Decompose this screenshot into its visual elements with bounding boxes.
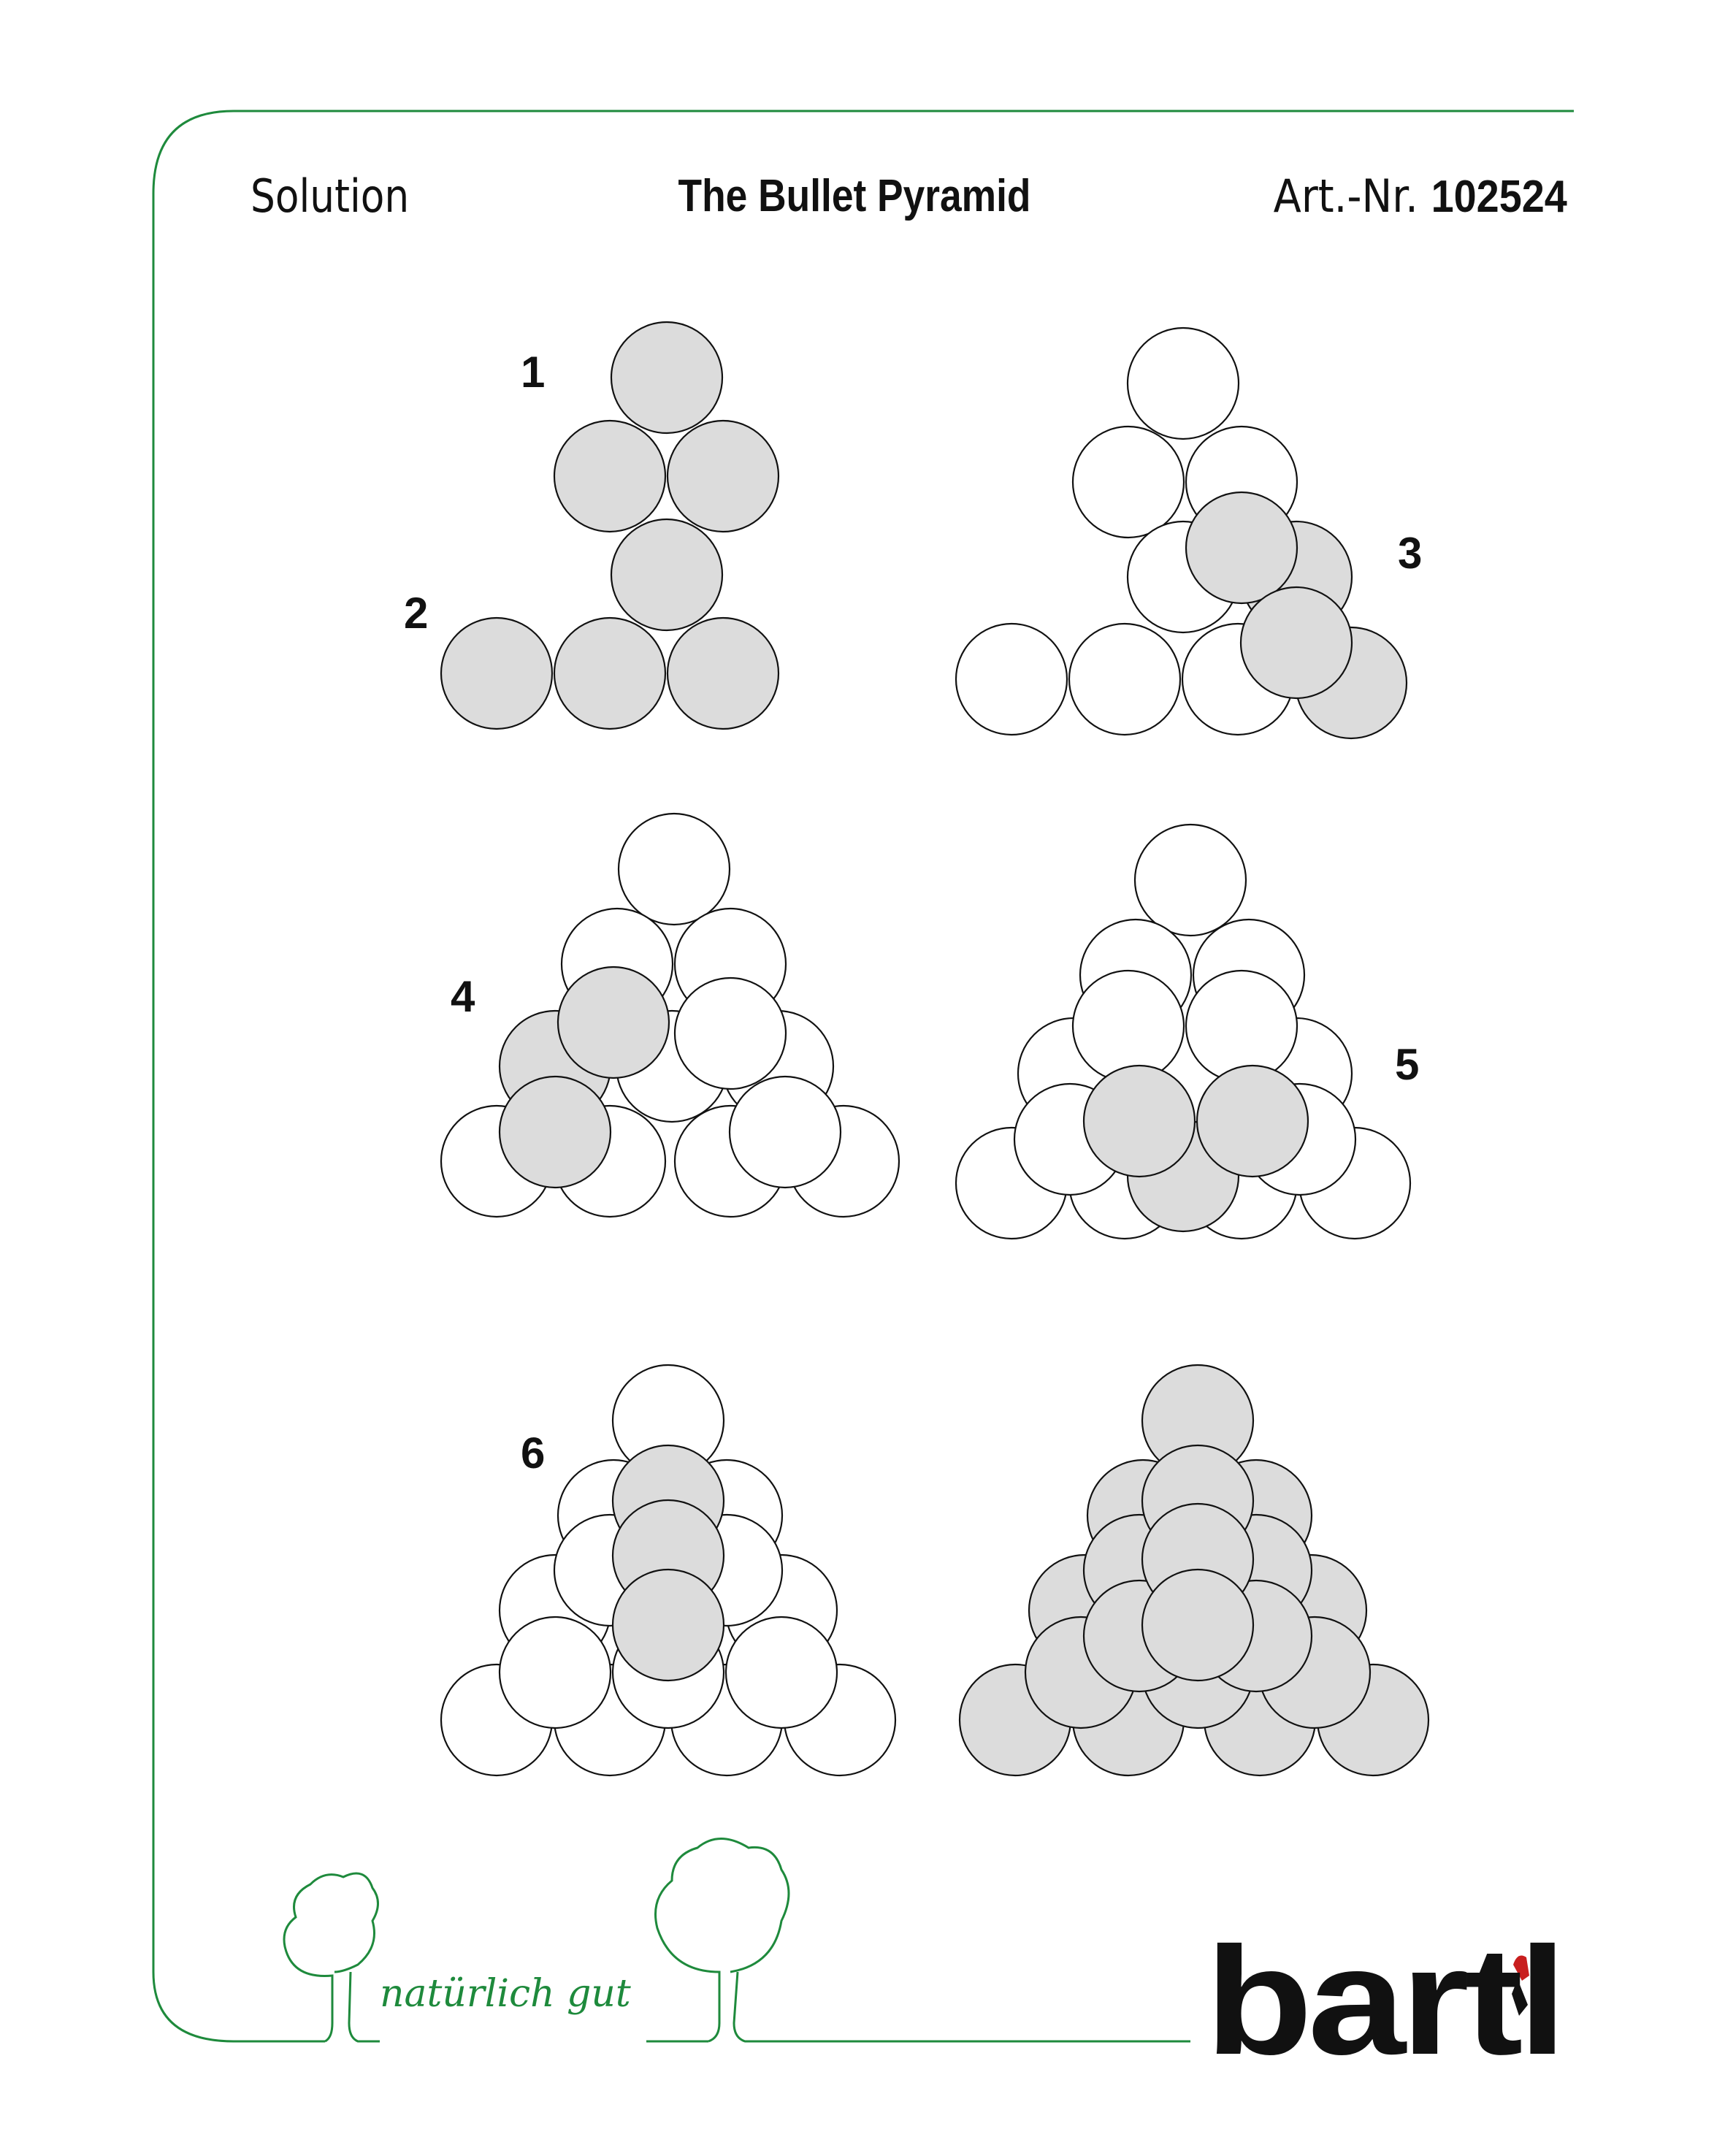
tree-icon-left: [284, 1873, 380, 2041]
placed-ball-step-4-13: [500, 1077, 611, 1188]
ball-step-3-2: [1073, 427, 1184, 538]
ball-step-5-7: [1186, 971, 1297, 1082]
placed-ball-step-1-2-4: [611, 519, 722, 630]
placed-ball-step-3-6: [1186, 492, 1297, 603]
ball-step-3-7: [956, 624, 1067, 735]
ball-step-3-8: [1069, 624, 1180, 735]
step-number-1: 1: [521, 348, 546, 397]
ball-step-6-12: [500, 1617, 611, 1728]
placed-ball-step-1-2-3: [668, 421, 779, 532]
brand-logo: bartl: [1205, 1915, 1562, 2087]
placed-ball-step-1-2-6: [554, 618, 665, 729]
ball-step-4-1: [619, 814, 730, 925]
step-number-4: 4: [451, 972, 475, 1021]
ball-step-5-6: [1073, 971, 1184, 1082]
ball-step-4-8: [675, 978, 786, 1089]
placed-ball-step-4-7: [558, 967, 669, 1078]
pyramid-panel-step-1-2: [441, 322, 779, 729]
ball-step-3-1: [1128, 328, 1239, 439]
placed-ball-step-3-11: [1241, 587, 1352, 698]
article-number-value: 102524: [1431, 172, 1567, 222]
placed-ball-step-1-2-1: [611, 322, 722, 433]
step-number-6: 6: [521, 1429, 546, 1478]
step-number-2: 2: [404, 589, 429, 638]
step-number-5: 5: [1395, 1040, 1420, 1089]
ball-step-5-1: [1135, 825, 1246, 936]
tree-icon-right: [656, 1839, 1191, 2042]
tagline: natürlich gut: [380, 1972, 631, 2016]
placed-ball-step-1-2-7: [668, 618, 779, 729]
pyramid-panel-step-3: [956, 328, 1407, 738]
ball-step-4-14: [730, 1077, 841, 1188]
placed-ball-step-5-16: [1197, 1066, 1308, 1177]
ball-step-6-13: [726, 1617, 837, 1728]
pyramid-panel-complete: [960, 1365, 1428, 1775]
page-title: The Bullet Pyramid: [678, 171, 1031, 221]
placed-ball-step-1-2-5: [441, 618, 552, 729]
article-number-prefix: Art.-Nr.: [1273, 169, 1419, 223]
pyramid-panel-step-4: [441, 814, 899, 1217]
pyramid-panel-step-5: [956, 825, 1410, 1239]
step-number-3: 3: [1398, 529, 1423, 578]
placed-ball-complete-19: [1142, 1570, 1253, 1681]
pyramid-panel-step-6: [441, 1365, 895, 1775]
placed-ball-step-6-17: [613, 1570, 724, 1681]
solution-label: Solution: [250, 169, 410, 223]
placed-ball-step-5-15: [1084, 1066, 1195, 1177]
placed-ball-step-1-2-2: [554, 421, 665, 532]
